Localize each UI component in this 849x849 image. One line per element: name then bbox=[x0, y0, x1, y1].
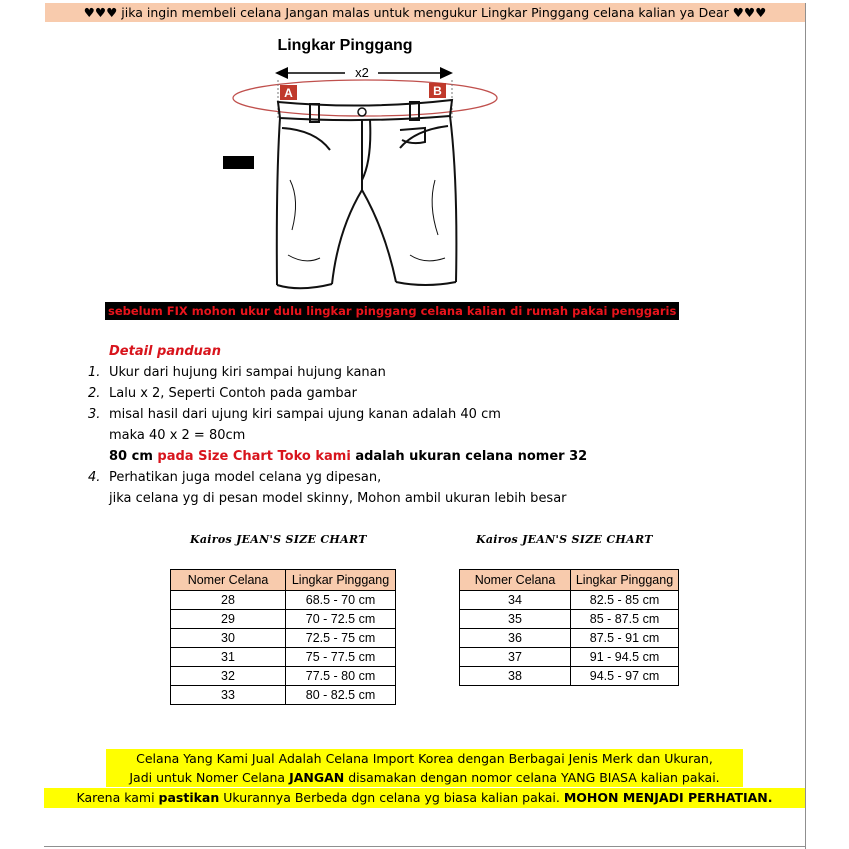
footer-line-3-text: Karena kami bbox=[76, 790, 159, 805]
result-value: 80 cm bbox=[109, 449, 153, 464]
jeans-icon bbox=[277, 100, 457, 288]
arrow-right-icon bbox=[440, 67, 453, 79]
footer-line-2-text: Jadi untuk Nomer Celana bbox=[129, 770, 290, 785]
waist-cell: 94.5 - 97 cm bbox=[571, 667, 679, 686]
table-row bbox=[460, 629, 679, 648]
step-number: 2. bbox=[88, 386, 101, 401]
result-size-number: adalah ukuran celana nomer 32 bbox=[355, 449, 588, 464]
waist-cell: 82.5 - 85 cm bbox=[571, 591, 679, 610]
footer-line-2 bbox=[106, 768, 743, 787]
table-row bbox=[460, 610, 679, 629]
table-row bbox=[171, 591, 396, 610]
table-header-row bbox=[171, 570, 396, 591]
table-header-row bbox=[460, 570, 679, 591]
frame-border-bottom bbox=[44, 846, 806, 847]
column-header: Lingkar Pinggang bbox=[286, 570, 396, 591]
step-4-note: jika celana yg di pesan model skinny, Mohon ambil ukuran lebih besar bbox=[109, 491, 567, 506]
step-text: Perhatikan juga model celana yg dipesan, bbox=[109, 470, 382, 485]
footer-line-2-text-end: disamakan dengan nomor celana YANG BIASA kalian pakai. bbox=[344, 770, 720, 785]
size-number-cell: 37 bbox=[460, 648, 571, 667]
table-row bbox=[171, 686, 396, 705]
footer-line-1: Celana Yang Kami Jual Adalah Celana Import Korea dengan Berbagai Jenis Merk dan Ukuran, bbox=[136, 751, 713, 766]
warning-bar: sebelum FIX mohon ukur dulu lingkar pinggang celana kalian di rumah pakai penggaris bbox=[105, 302, 679, 320]
table-row bbox=[171, 667, 396, 686]
footer-line-3-text-mid: Ukurannya Berbeda dgn celana yg biasa kalian pakai. bbox=[219, 790, 564, 805]
result-size-chart-ref: pada Size Chart Toko kami bbox=[157, 449, 351, 464]
size-number-cell: 28 bbox=[171, 591, 286, 610]
footer-emphasis-pastikan: pastikan bbox=[158, 790, 220, 805]
side-marker bbox=[223, 156, 254, 169]
size-number-cell: 33 bbox=[171, 686, 286, 705]
arrow-left-icon bbox=[275, 67, 288, 79]
size-number-cell: 38 bbox=[460, 667, 571, 686]
step-text: misal hasil dari ujung kiri sampai ujung kanan adalah 40 cm bbox=[109, 407, 501, 422]
size-chart-table bbox=[459, 569, 679, 686]
guide-title: Detail panduan bbox=[109, 344, 221, 359]
illustration-title: Lingkar Pinggang bbox=[277, 37, 413, 54]
column-header: Nomer Celana bbox=[171, 570, 286, 591]
point-a-label: A bbox=[284, 86, 293, 100]
step-number: 3. bbox=[88, 407, 101, 422]
size-number-cell: 30 bbox=[171, 629, 286, 648]
table-row bbox=[171, 648, 396, 667]
waist-cell: 85 - 87.5 cm bbox=[571, 610, 679, 629]
size-chart-title: Kairos JEAN'S SIZE CHART bbox=[476, 533, 653, 546]
size-number-cell: 36 bbox=[460, 629, 571, 648]
button-icon bbox=[358, 108, 366, 116]
table-row bbox=[460, 591, 679, 610]
step-text: Ukur dari hujung kiri sampai hujung kanan bbox=[109, 365, 386, 380]
column-header: Nomer Celana bbox=[460, 570, 571, 591]
footer-notice-line-3 bbox=[44, 788, 805, 808]
footer-emphasis-perhatian: MOHON MENJADI PERHATIAN. bbox=[563, 790, 773, 805]
step-3-result bbox=[109, 448, 587, 466]
waist-cell: 87.5 - 91 cm bbox=[571, 629, 679, 648]
table-row bbox=[460, 667, 679, 686]
step-3-calculation: maka 40 x 2 = 80cm bbox=[109, 428, 246, 443]
step-number: 1. bbox=[88, 365, 101, 380]
size-number-cell: 29 bbox=[171, 610, 286, 629]
frame-border-right bbox=[805, 3, 806, 849]
size-number-cell: 34 bbox=[460, 591, 571, 610]
table-row bbox=[171, 629, 396, 648]
waist-cell: 75 - 77.5 cm bbox=[286, 648, 396, 667]
table-row bbox=[460, 648, 679, 667]
waist-cell: 72.5 - 75 cm bbox=[286, 629, 396, 648]
top-banner: ♥♥♥ jika ingin membeli celana Jangan malas untuk mengukur Lingkar Pinggang celana kalian ya Dear ♥♥♥ bbox=[45, 3, 805, 22]
waist-cell: 70 - 72.5 cm bbox=[286, 610, 396, 629]
column-header: Lingkar Pinggang bbox=[571, 570, 679, 591]
table-row bbox=[171, 610, 396, 629]
jeans-waist-illustration bbox=[220, 30, 510, 295]
size-number-cell: 35 bbox=[460, 610, 571, 629]
footer-notice-block bbox=[106, 749, 743, 787]
waist-cell: 68.5 - 70 cm bbox=[286, 591, 396, 610]
size-number-cell: 31 bbox=[171, 648, 286, 667]
multiplier-label: x2 bbox=[355, 65, 369, 80]
point-b-label: B bbox=[433, 84, 442, 98]
waist-cell: 91 - 94.5 cm bbox=[571, 648, 679, 667]
size-chart-table bbox=[170, 569, 396, 705]
waist-cell: 77.5 - 80 cm bbox=[286, 667, 396, 686]
step-text: Lalu x 2, Seperti Contoh pada gambar bbox=[109, 386, 357, 401]
size-chart-title: Kairos JEAN'S SIZE CHART bbox=[190, 533, 367, 546]
size-number-cell: 32 bbox=[171, 667, 286, 686]
footer-emphasis-jangan: JANGAN bbox=[289, 770, 345, 785]
step-number: 4. bbox=[88, 470, 101, 485]
waist-cell: 80 - 82.5 cm bbox=[286, 686, 396, 705]
